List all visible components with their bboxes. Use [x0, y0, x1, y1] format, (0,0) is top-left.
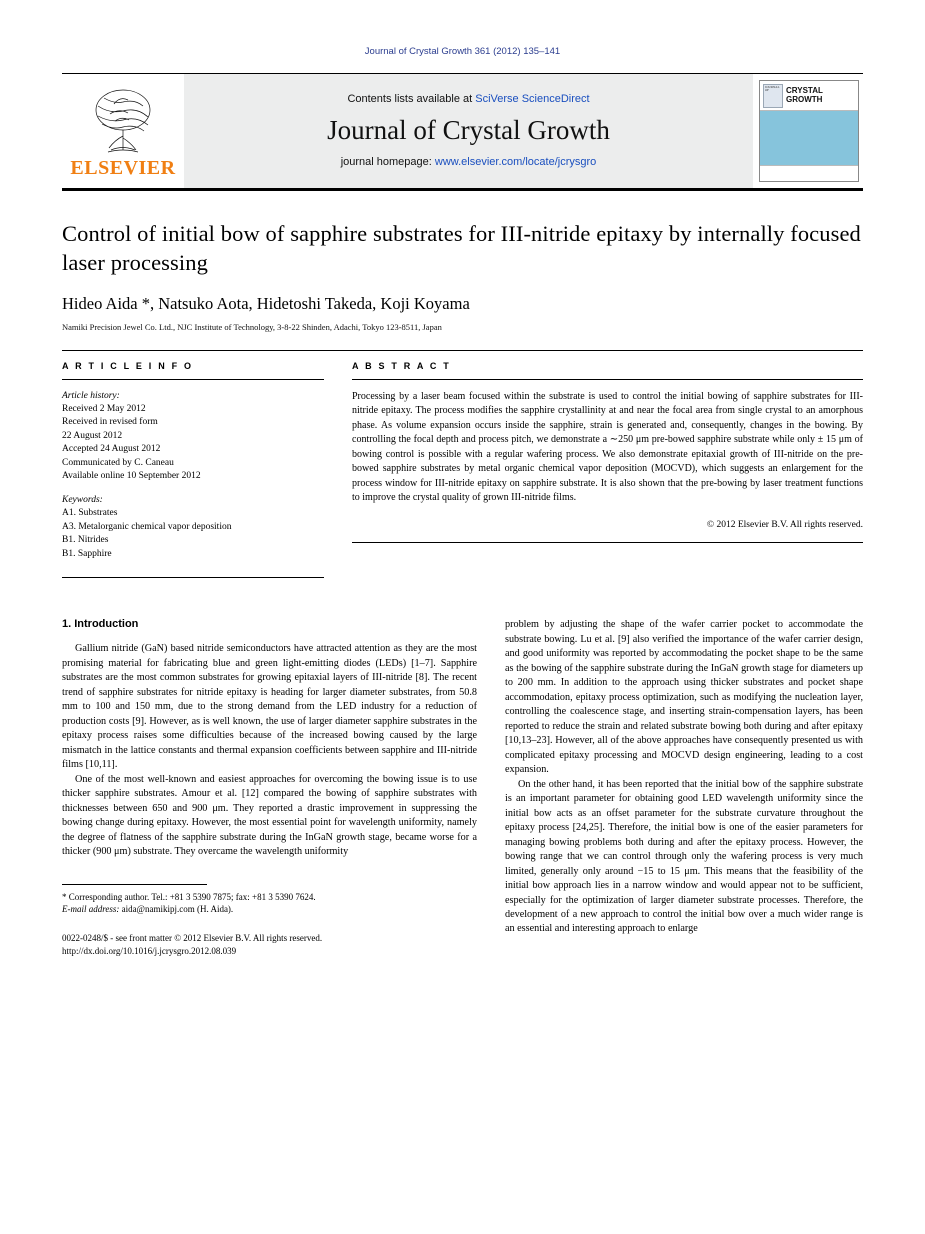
homepage-line: [341, 156, 597, 168]
journal-cover-thumbnail: [753, 74, 863, 188]
keyword-1: A3. Metalorganic chemical vapor deposition: [62, 521, 232, 532]
paragraph: One of the most well-known and easiest approaches for overcoming the bowing issue is to use thicker sapphire substrates. Amour et al. [12] compared the bowing of sapphire substrates with thicknesses between 650 and 900 μm. They reported a drastic improvement in suppressing the bowing change during epitaxy. However, the most essential point for wavelength uniformity, namely the degree of flatness of the sapphire substrate during the InGaN growth stage, became worse for a thicker (900 μm) substrate. They overcame the wavelength uniformity: [62, 773, 477, 858]
history-0: Received 2 May 2012: [62, 403, 146, 414]
body-columns: [62, 618, 863, 958]
abstract-rule: [352, 379, 863, 380]
keyword-3: B1. Sapphire: [62, 548, 112, 559]
abstract-heading: A B S T R A C T: [352, 360, 451, 371]
homepage-prefix: journal homepage:: [340, 155, 432, 168]
elsevier-logo: [62, 74, 184, 188]
abstract-text: Processing by a laser beam focused within the substrate is used to control the initial bowing of sapphire substrates for III-nitride epitaxy. The process modifies the sapphire crystallinity at and near the focal area from single crystal to an amorphous phase. As volume expansion occurs inside the sapphire, strain is generated and, consequently, changes in the bowing. By controlling the focal depth and process pitch, we demonstrate a ∼250 μm pre-bowed sapphire substrate while only ± 15 μm of bowing control is possible with a regular wafering process. We also demonstrate epitaxial growth of III-nitride on the pre-bowed sapphire substrates by metal organic chemical vapor deposition (MOCVD), which suggests an enlargement for the process window for III-nitride epitaxy on sapphire substrate. It is also shown that the pre-bowing by laser treatment functions to improve the crystal quality of grown III-nitride films.: [352, 390, 863, 503]
history-5: Available online 10 September 2012: [62, 471, 201, 482]
keywords-block: [62, 494, 324, 561]
history-2: 22 August 2012: [62, 430, 123, 441]
history-3: Accepted 24 August 2012: [62, 444, 161, 455]
article-info-rule: [62, 379, 324, 380]
copyright-line: © 2012 Elsevier B.V. All rights reserved.: [706, 519, 863, 530]
info-abstract-section: [62, 350, 863, 579]
cover-photo: [760, 111, 858, 165]
elsevier-tree-icon: [84, 84, 162, 156]
body-left-column: [62, 618, 477, 958]
paragraph: On the other hand, it has been reported that the initial bow of the sapphire substrate is an important parameter for obtaining good LED wavelength uniformity since the initial bow acts as an offset parameter for the substrate curvature throughout the epitaxy process [24,25]. Therefore, the initial bow is one of the easier parameters for managing bowing problems both during and after the epitaxy process. However, the bowing range that we can control through only the wafering process is very much limited, generally only around −15 to 15 μm. This means that the feasibility of the initial bow approach lies in a narrow window and would appear not to be sufficient, especially for the optimization of larger diameter substrate processes. Therefore, the development of a new approach to control the initial bow over a much wider range is an essential and interesting approach to enlarge: [505, 778, 863, 935]
email-note: [62, 903, 477, 916]
abstract-body: [352, 390, 863, 506]
sciencedirect-link[interactable]: SciVerse ScienceDirect: [475, 92, 590, 105]
history-1: Received in revised form: [62, 417, 158, 428]
footnote-area: [62, 884, 477, 958]
journal-title: Journal of Crystal Growth: [327, 114, 610, 145]
elsevier-wordmark: ELSEVIER: [70, 157, 176, 179]
paragraph: problem by adjusting the shape of the wafer carrier pocket to accommodate the substrate bowing. Lu et al. [9] also verified the importance of the wafer carrier design, and good uniformity was reported by accommodating the pocket shape to be the same as the bowing of the sapphire substrate during the InGaN growth stage for diameters up to 200 mm. In addition to the approach using thicker substrates and pocket shape accommodation, epitaxy process optimization, such as modifying the nucleation layer, controlling the coalescence stage, and inserting strain-compensation layers, has been reported to reduce the strain and related substrate bowing both during and after epitaxy [10,13–23]. However, all of the above approaches have consequently presented us with complicated epitaxy processing and MOCVD design engineering, leading to a cost expansion.: [505, 619, 863, 776]
title-block: [62, 191, 863, 332]
paragraph: Gallium nitride (GaN) based nitride semiconductors have attracted attention as they are the most promising material for fabricating blue and green light-emitting diodes (LEDs) [1–7]. Sapphire substrates are the most common substrates for growing epitaxial layers of III-nitride [8]. The recent trend of sapphire substrates for nitride epitaxy is heading for larger diameter substrates, from 50.8 mm to 100 and 150 mm, due to the strong demand from the LED industry for a reduction of production costs [9]. However, as is well known, the use of larger diameter sapphire substrates in the epitaxy process raises some difficulties because of the increased bowing caused by the large mismatch in the lattice constants and thermal expansion coefficients between sapphire and III-nitride films [10,11].: [62, 643, 477, 771]
section-title-introduction: 1. Introduction: [62, 618, 139, 631]
article-info-bottom-rule: [62, 577, 324, 578]
issn-line: 0022-0248/$ - see front matter © 2012 Elsevier B.V. All rights reserved.: [62, 932, 323, 943]
cover-name-line1: CRYSTAL: [786, 86, 823, 96]
affiliation: Namiki Precision Jewel Co. Ltd., NJC Institute of Technology, 3-8-22 Shinden, Adachi, Tokyo 123-8511, Japan: [62, 321, 442, 332]
corresponding-author-note: * Corresponding author. Tel.: +81 3 5390 7875; fax: +81 3 5390 7624.: [62, 891, 316, 902]
cover-journal-name: [786, 87, 823, 104]
homepage-url[interactable]: www.elsevier.com/locate/jcrysgro: [434, 155, 597, 168]
abstract-bottom-rule: [352, 542, 863, 543]
article-info-heading: A R T I C L E I N F O: [62, 360, 194, 371]
contents-line: [347, 93, 589, 105]
masthead-center: [184, 74, 753, 188]
keyword-2: B1. Nitrides: [62, 535, 109, 546]
footnote-rule: [62, 884, 207, 885]
cover-name-line2: GROWTH: [786, 94, 823, 104]
contents-prefix: Contents lists available at: [347, 92, 473, 105]
email-label: E-mail address:: [62, 904, 120, 915]
article-history-block: [62, 390, 324, 484]
cover-header: [760, 81, 858, 111]
page-title: Control of initial bow of sapphire substrates for III-nitride epitaxy by internally focused laser processing: [62, 221, 861, 276]
cover-footer: [760, 165, 858, 181]
issn-copyright-line: [62, 932, 477, 958]
article-info-column: [62, 361, 324, 579]
doi-line[interactable]: http://dx.doi.org/10.1016/j.jcrysgro.2012.08.039: [62, 945, 237, 956]
keywords-label: Keywords:: [62, 494, 103, 505]
history-4: Communicated by C. Caneau: [62, 457, 174, 468]
author-list: Hideo Aida *, Natsuko Aota, Hidetoshi Takeda, Koji Koyama: [62, 293, 470, 313]
history-label: Article history:: [62, 390, 120, 401]
body-right-column: [505, 618, 863, 958]
cover-badge: JOURNAL OF: [763, 84, 783, 108]
running-head: Journal of Crystal Growth 361 (2012) 135–141: [364, 46, 561, 57]
journal-masthead: [62, 73, 863, 191]
cover-image: [759, 80, 859, 182]
keyword-0: A1. Substrates: [62, 508, 118, 519]
article-info-body: [62, 390, 324, 562]
email-address[interactable]: aida@namikipj.com (H. Aida).: [121, 904, 234, 915]
abstract-column: [352, 361, 863, 579]
